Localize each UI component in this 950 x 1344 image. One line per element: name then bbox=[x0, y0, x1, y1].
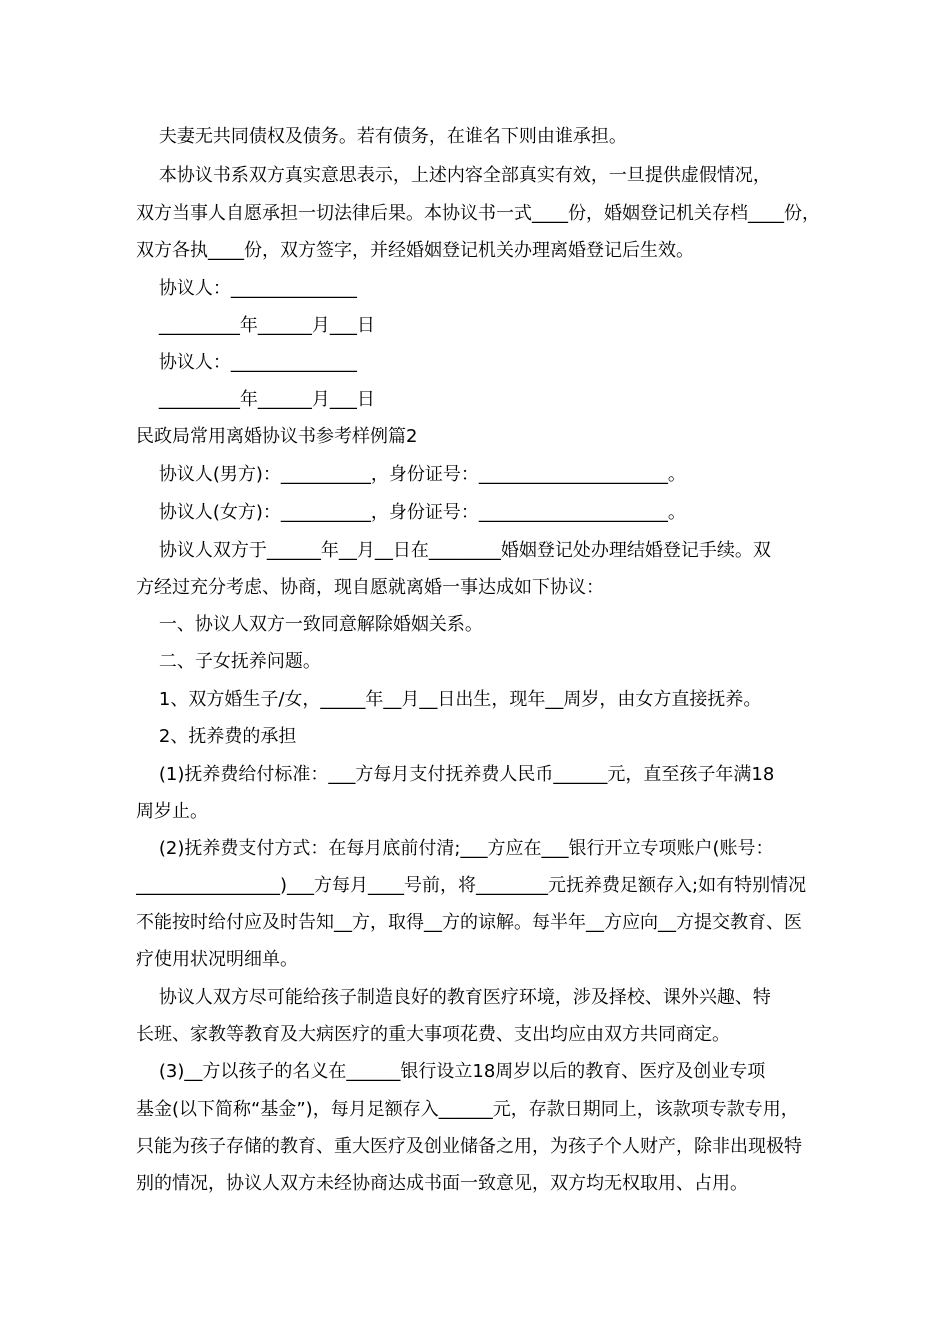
text-line: 协议人(男方)：__________，身份证号：_____________________。 bbox=[136, 464, 686, 485]
date-line: _________年______月___日 bbox=[136, 389, 375, 410]
text-line: 1、双方婚生子/女，_____年__月__日出生，现年__周岁，由女方直接抚养。 bbox=[136, 689, 762, 710]
text-line: 二、子女抚养问题。 bbox=[136, 651, 321, 672]
text-line: 协议人双方尽可能给孩子制造良好的教育医疗环境，涉及择校、课外兴趣、特 bbox=[136, 987, 771, 1008]
text-line: 长班、家教等教育及大病医疗的重大事项花费、支出均应由双方共同商定。 bbox=[136, 1024, 730, 1045]
text-line: 方经过充分考虑、协商，现自愿就离婚一事达成如下协议： bbox=[136, 577, 604, 598]
text-line: 本协议书系双方真实意思表示，上述内容全部真实有效，一旦提供虚假情况， bbox=[136, 165, 771, 186]
text-line: (1)抚养费给付标准：___方每月支付抚养费人民币______元，直至孩子年满18 bbox=[136, 764, 775, 785]
text-line: 协议人(女方)：__________，身份证号：_____________________。 bbox=[136, 502, 686, 523]
text-line: ________________)___方每月____号前，将________元抚养费足额存入;如有特别情况 bbox=[136, 875, 807, 896]
text-line: 协议人双方于______年__月__日在________婚姻登记处办理结婚登记手续。双 bbox=[136, 540, 771, 561]
text-line: 基金(以下简称“基金”)，每月足额存入______元，存款日期同上，该款项专款专用， bbox=[136, 1099, 799, 1120]
section-title: 民政局常用离婚协议书参考样例篇2 bbox=[136, 426, 418, 447]
text-line: (3)__方以孩子的名义在______银行设立18周岁以后的教育、医疗及创业专项 bbox=[136, 1061, 766, 1082]
text-line: (2)抚养费支付方式：在每月底前付清;___方应在___银行开立专项账户(账号： bbox=[136, 838, 774, 859]
text-line: 夫妻无共同债权及债务。若有债务，在谁名下则由谁承担。 bbox=[136, 126, 627, 147]
text-line: 双方当事人自愿承担一切法律后果。本协议书一式____份，婚姻登记机关存档____份， bbox=[136, 203, 820, 224]
text-line: 双方各执____份，双方签字，并经婚姻登记机关办理离婚登记后生效。 bbox=[136, 240, 694, 261]
text-line: 疗使用状况明细单。 bbox=[136, 949, 298, 970]
text-line: 只能为孩子存储的教育、重大医疗及创业储备之用，为孩子个人财产，除非出现极特 bbox=[136, 1136, 802, 1157]
text-line: 一、协议人双方一致同意解除婚姻关系。 bbox=[136, 614, 483, 635]
text-line: 周岁止。 bbox=[136, 801, 208, 822]
text-line: 2、抚养费的承担 bbox=[136, 726, 297, 747]
date-line: _________年______月___日 bbox=[136, 315, 375, 336]
signature-line: 协议人：______________ bbox=[136, 278, 357, 299]
signature-line: 协议人：______________ bbox=[136, 352, 357, 373]
text-line: 别的情况，协议人双方未经协商达成书面一致意见，双方均无权取用、占用。 bbox=[136, 1173, 748, 1194]
text-line: 不能按时给付应及时告知__方，取得__方的谅解。每半年__方应向__方提交教育、医 bbox=[136, 912, 802, 933]
